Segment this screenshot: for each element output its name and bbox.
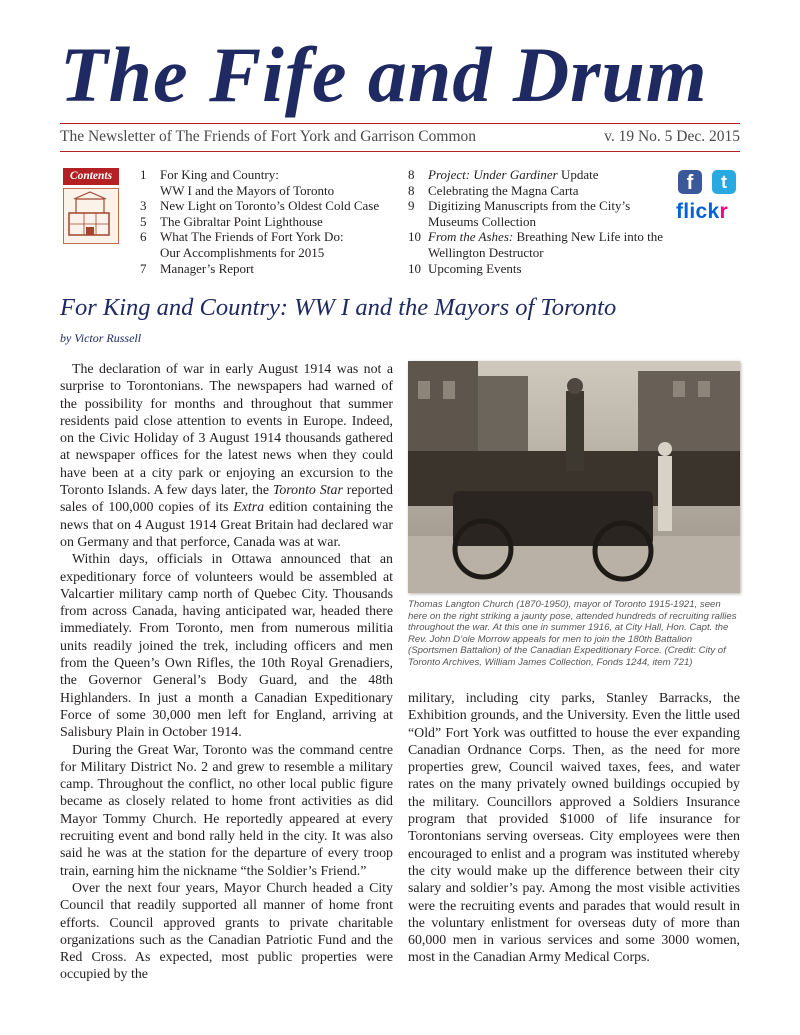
toc-item[interactable]: 10 From the Ashes: Breathing New Life into the bbox=[408, 229, 664, 245]
article-headline: For King and Country: WW I and the Mayors of Toronto bbox=[60, 294, 617, 321]
toc-item[interactable]: 7 Manager’s Report bbox=[140, 260, 254, 276]
toc-item[interactable]: WW I and the Mayors of Toronto bbox=[160, 182, 335, 198]
newsletter-masthead: The Fife and Drum bbox=[60, 31, 708, 118]
masthead-rule-top bbox=[60, 123, 740, 124]
toc-column-left bbox=[140, 167, 380, 276]
newsletter-subtitle: The Newsletter of The Friends of Fort York and Garrison Common bbox=[60, 128, 477, 145]
facebook-icon[interactable]: f bbox=[678, 170, 702, 194]
toc-item[interactable]: 9 Digitizing Manuscripts from the City’s bbox=[408, 198, 631, 214]
toc-column-right bbox=[408, 167, 668, 276]
article-photo bbox=[408, 361, 740, 593]
toc-item[interactable]: 3 New Light on Toronto’s Oldest Cold Case bbox=[140, 198, 380, 214]
toc-item[interactable]: 8 Celebrating the Magna Carta bbox=[408, 182, 579, 198]
article-column-left bbox=[60, 361, 393, 984]
contents-label: Contents bbox=[63, 168, 119, 185]
masthead-rule-bottom bbox=[60, 151, 740, 152]
article-paragraph: During the Great War, Toronto was the command centre for Military District No. 2 and grew to resemble a military camp. Throughout the conflict, no other local public figure became as closely related to home front activities as did Mayor Tommy Church. He reportedly appeared at every recruiting event and bond rally held in the city. It was also said he was at the station for the departure of every troop train, earning him the nickname “the Soldier’s Friend.” bbox=[60, 742, 393, 879]
article-paragraph: Over the next four years, Mayor Church headed a City Council that readily supported all manner of home front efforts. Council approved grants to private charitable organizations such as the Canadian Patriotic Fund and the Red Cross. As expected, most public properties were occupied by the bbox=[60, 880, 393, 983]
toc-item[interactable]: Wellington Destructor bbox=[428, 244, 544, 260]
toc-item[interactable]: 5 The Gibraltar Point Lighthouse bbox=[140, 213, 323, 229]
toc-item[interactable]: Museums Collection bbox=[428, 213, 536, 229]
article-column-right bbox=[408, 690, 740, 967]
issue-info: v. 19 No. 5 Dec. 2015 bbox=[604, 128, 740, 145]
twitter-icon[interactable]: t bbox=[712, 170, 736, 194]
article-paragraph: Within days, officials in Ottawa announced that an expeditionary force of volunteers would be assembled at Valcartier military camp north of Quebec City. Thousands from across Canada, having anticipated war, headed there immediately. From Toronto, men from numerous militia units readily joined the trek, including officers and men from the Queen’s Own Rifles, the 10th Royal Grenadiers, the Governor General’s Body Guard, and the 48th Highlanders. In just a month a Canadian Expeditionary Force of some 30,000 men left for England, arriving at Salisbury Plain in October 1914. bbox=[60, 552, 393, 741]
social-links bbox=[674, 168, 740, 224]
fort-illustration-icon bbox=[63, 188, 119, 244]
toc-item[interactable]: Our Accomplishments for 2015 bbox=[160, 244, 325, 260]
contents-box bbox=[63, 168, 119, 244]
toc-item[interactable]: 10 Upcoming Events bbox=[408, 260, 522, 276]
toc-item[interactable]: 1 For King and Country: bbox=[140, 167, 279, 182]
toc-item[interactable]: 6 What The Friends of Fort York Do: bbox=[140, 229, 344, 245]
flickr-icon[interactable]: flickr bbox=[676, 200, 729, 223]
toc-item[interactable]: 8 Project: Under Gardiner Update bbox=[408, 167, 599, 182]
article-byline: by Victor Russell bbox=[60, 331, 142, 345]
article-paragraph: The declaration of war in early August 1914 was not a surprise to Torontonians. The newspapers had warned of the possibility for months and throughout that summer residents paid close attention to events in Europe. Indeed, on the Civic Holiday of 3 August 1914 thousands gathered at newspaper offices for the latest news when they could have been at a city park or enjoying an excursion to the Toronto Islands. A few days later, the Toronto Star reported sales of 100,000 copies of its Extra edition containing the news that on 4 August 1914 Great Britain had declared war on Germany and that perforce, Canada was at war. bbox=[60, 362, 394, 550]
article-paragraph: military, including city parks, Stanley Barracks, the Exhibition grounds, and the University. Even the little used “Old” Fort York was outfitted to house the ever expanding Canadian Ordnance Corps. Then, as the need for more properties grew, Council waived taxes, fees, and water rates on the many privately owned buildings occupied by the military. Councillors approved a Soldiers Insurance program that provided $1000 of life insurance for Torontonians serving overseas. City employees were then encouraged to enlist and a program was instituted whereby the city would make up the difference between their city salary and soldier’s pay. Among the most visible activities were the recruiting events and parades that would result in the voluntary enlistment for overseas duty of more than 60,000 men in various services and some 3000 women, most in the Canadian Army Medical Corps. bbox=[408, 691, 740, 966]
photo-caption: Thomas Langton Church (1870-1950), mayor of Toronto 1915-1921, seen here on the right striking a jaunty pose, attended hundreds of recruiting rallies throughout the war. At this one in summer 1916, at City Hall, Hon. Capt. the Rev. John D’ole Morrow appeals for men to join the 180th Battalion (Sportsmen Battalion) of the Canadian Expeditionary Force. (Credit: City of Toronto Archives, William James Collection, Fonds 1244, item 721) bbox=[408, 599, 737, 668]
